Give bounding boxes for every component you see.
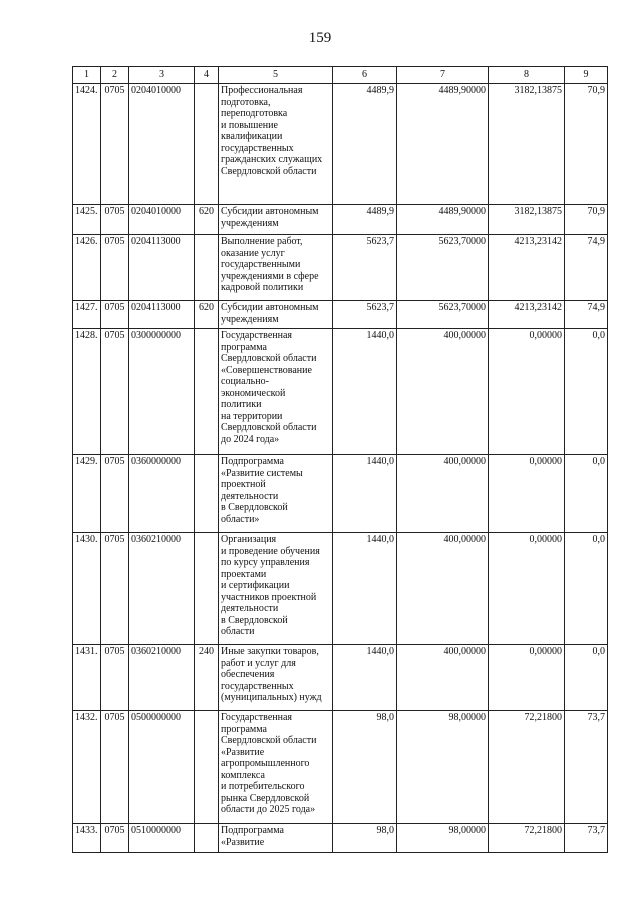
budget-table	[72, 66, 608, 853]
expense-type-code	[195, 533, 219, 645]
table-row	[73, 329, 608, 455]
expense-type-code	[195, 235, 219, 301]
target-code: 0510000000	[129, 824, 195, 853]
section-code: 0705	[101, 711, 129, 824]
target-code: 0500000000	[129, 711, 195, 824]
value-col7: 5623,70000	[397, 301, 489, 329]
col-header: 2	[101, 67, 129, 84]
table-row	[73, 205, 608, 235]
col-header: 1	[73, 67, 101, 84]
value-col8: 4213,23142	[489, 301, 565, 329]
item-name: Субсидии автономным учреждениям	[219, 301, 333, 329]
page-number: 159	[308, 30, 332, 46]
value-col9: 0,0	[565, 533, 608, 645]
value-col7: 400,00000	[397, 533, 489, 645]
item-name: Подпрограмма «Развитие системы проектной деятельности в Свердловской области»	[219, 455, 333, 533]
value-col8: 72,21800	[489, 824, 565, 853]
section-code: 0705	[101, 205, 129, 235]
value-col8: 4213,23142	[489, 235, 565, 301]
value-col6: 98,0	[333, 824, 397, 853]
target-code: 0300000000	[129, 329, 195, 455]
expense-type-code	[195, 84, 219, 205]
target-code: 0360000000	[129, 455, 195, 533]
target-code: 0204113000	[129, 301, 195, 329]
section-code: 0705	[101, 455, 129, 533]
value-col7: 4489,90000	[397, 84, 489, 205]
value-col8: 0,00000	[489, 329, 565, 455]
header-row	[73, 67, 608, 84]
value-col9: 0,0	[565, 645, 608, 711]
expense-type-code	[195, 329, 219, 455]
value-col9: 74,9	[565, 301, 608, 329]
row-number: 1431.	[73, 645, 101, 711]
table-row	[73, 711, 608, 824]
value-col9: 73,7	[565, 824, 608, 853]
row-number: 1424.	[73, 84, 101, 205]
value-col8: 72,21800	[489, 711, 565, 824]
table-row	[73, 455, 608, 533]
row-number: 1427.	[73, 301, 101, 329]
expense-type-code	[195, 824, 219, 853]
value-col6: 5623,7	[333, 301, 397, 329]
item-name: Профессиональная подготовка, переподготовка и повышение квалификации государственных гражданских служащих Свердловской области	[219, 84, 333, 205]
col-header: 8	[489, 67, 565, 84]
col-header: 4	[195, 67, 219, 84]
col-header: 9	[565, 67, 608, 84]
item-name: Государственная программа Свердловской области «Развитие агропромышленного комплекса и потребительского рынка Свердловской области до 2025 года»	[219, 711, 333, 824]
item-name: Организация и проведение обучения по курсу управления проектами и сертификации участников проектной деятельности в Свердловской области	[219, 533, 333, 645]
value-col9: 70,9	[565, 205, 608, 235]
section-code: 0705	[101, 533, 129, 645]
value-col6: 4489,9	[333, 84, 397, 205]
value-col8: 0,00000	[489, 533, 565, 645]
row-number: 1432.	[73, 711, 101, 824]
value-col6: 5623,7	[333, 235, 397, 301]
table-row	[73, 301, 608, 329]
target-code: 0360210000	[129, 533, 195, 645]
value-col6: 1440,0	[333, 533, 397, 645]
target-code: 0204010000	[129, 84, 195, 205]
table-row	[73, 824, 608, 853]
value-col6: 1440,0	[333, 645, 397, 711]
col-header: 3	[129, 67, 195, 84]
value-col9: 73,7	[565, 711, 608, 824]
value-col8: 3182,13875	[489, 205, 565, 235]
item-name: Выполнение работ, оказание услуг государственными учреждениями в сфере кадровой политики	[219, 235, 333, 301]
value-col6: 98,0	[333, 711, 397, 824]
expense-type-code	[195, 455, 219, 533]
value-col8: 0,00000	[489, 645, 565, 711]
section-code: 0705	[101, 329, 129, 455]
col-header: 7	[397, 67, 489, 84]
row-number: 1430.	[73, 533, 101, 645]
section-code: 0705	[101, 824, 129, 853]
target-code: 0204113000	[129, 235, 195, 301]
item-name: Подпрограмма «Развитие	[219, 824, 333, 853]
row-number: 1428.	[73, 329, 101, 455]
row-number: 1426.	[73, 235, 101, 301]
section-code: 0705	[101, 84, 129, 205]
value-col6: 1440,0	[333, 329, 397, 455]
value-col9: 70,9	[565, 84, 608, 205]
table-row	[73, 645, 608, 711]
item-name: Иные закупки товаров, работ и услуг для обеспечения государственных (муниципальных) нужд	[219, 645, 333, 711]
expense-type-code: 620	[195, 205, 219, 235]
value-col7: 400,00000	[397, 329, 489, 455]
value-col7: 98,00000	[397, 824, 489, 853]
section-code: 0705	[101, 645, 129, 711]
expense-type-code	[195, 711, 219, 824]
row-number: 1433.	[73, 824, 101, 853]
table-row	[73, 84, 608, 205]
value-col7: 5623,70000	[397, 235, 489, 301]
col-header: 6	[333, 67, 397, 84]
table-row	[73, 533, 608, 645]
value-col8: 3182,13875	[489, 84, 565, 205]
section-code: 0705	[101, 301, 129, 329]
section-code: 0705	[101, 235, 129, 301]
item-name: Государственная программа Свердловской области «Совершенствование социально- экономической политики на территории Свердловской области до 2024 года»	[219, 329, 333, 455]
target-code: 0204010000	[129, 205, 195, 235]
value-col6: 4489,9	[333, 205, 397, 235]
target-code: 0360210000	[129, 645, 195, 711]
value-col8: 0,00000	[489, 455, 565, 533]
value-col7: 400,00000	[397, 645, 489, 711]
value-col9: 0,0	[565, 329, 608, 455]
value-col7: 98,00000	[397, 711, 489, 824]
value-col9: 74,9	[565, 235, 608, 301]
row-number: 1429.	[73, 455, 101, 533]
value-col9: 0,0	[565, 455, 608, 533]
value-col6: 1440,0	[333, 455, 397, 533]
value-col7: 4489,90000	[397, 205, 489, 235]
item-name: Субсидии автономным учреждениям	[219, 205, 333, 235]
expense-type-code: 620	[195, 301, 219, 329]
row-number: 1425.	[73, 205, 101, 235]
col-header: 5	[219, 67, 333, 84]
expense-type-code: 240	[195, 645, 219, 711]
table-row	[73, 235, 608, 301]
value-col7: 400,00000	[397, 455, 489, 533]
